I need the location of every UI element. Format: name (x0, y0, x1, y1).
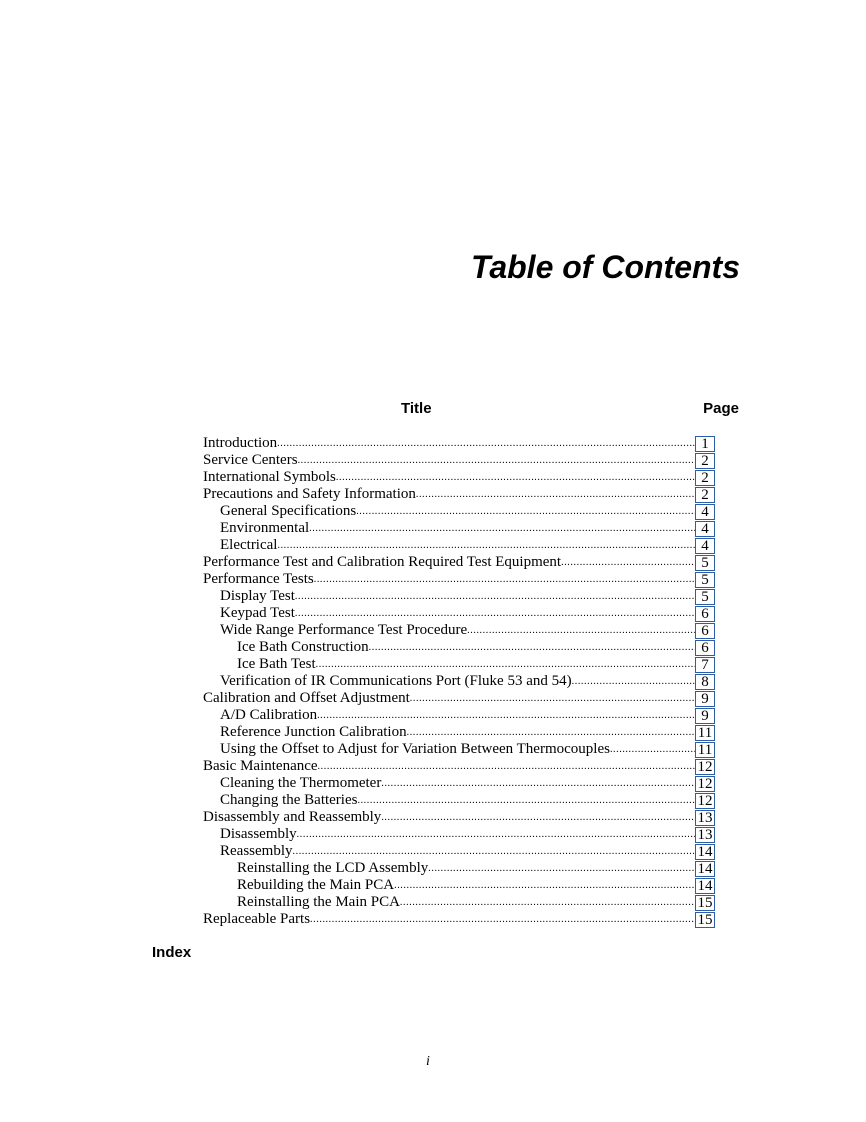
toc-entry (203, 673, 715, 690)
dot-leader (610, 744, 695, 758)
toc-entry-label: Changing the Batteries (220, 792, 358, 808)
toc-page-link[interactable]: 4 (695, 538, 715, 554)
toc-page-link[interactable]: 14 (695, 861, 715, 877)
toc-entry (203, 877, 715, 894)
toc-entry (203, 554, 715, 571)
toc-entry-label: Reassembly (220, 843, 293, 859)
dot-leader (416, 489, 695, 503)
toc-entry-label: Performance Tests (203, 571, 314, 587)
dot-leader (394, 880, 695, 894)
toc-page-link[interactable]: 4 (695, 521, 715, 537)
dot-leader (407, 727, 695, 741)
dot-leader (309, 523, 695, 537)
toc-entry-label: Introduction (203, 435, 278, 451)
toc-entry (203, 826, 715, 843)
toc-entry (203, 758, 715, 775)
toc-page-link[interactable]: 5 (695, 589, 715, 605)
toc-page-link[interactable]: 2 (695, 470, 715, 486)
toc-entry-label: Reference Junction Calibration (220, 724, 407, 740)
toc-entry (203, 860, 715, 877)
dot-leader (369, 642, 695, 656)
toc-entry (203, 843, 715, 860)
toc-entry (203, 656, 715, 673)
toc-entry (203, 503, 715, 520)
toc-page-link[interactable]: 15 (695, 895, 715, 911)
toc-entry (203, 486, 715, 503)
toc-page-link[interactable]: 2 (695, 487, 715, 503)
dot-leader (295, 591, 695, 605)
toc-entry-label: Precautions and Safety Information (203, 486, 416, 502)
toc-entry-label: Disassembly (220, 826, 297, 842)
toc-entry (203, 605, 715, 622)
toc-entry-label: General Specifications (220, 503, 357, 519)
toc-entry (203, 588, 715, 605)
toc-entry (203, 911, 715, 928)
toc-entry-label: Calibration and Offset Adjustment (203, 690, 410, 706)
dot-leader (297, 829, 695, 843)
toc-page-link[interactable]: 13 (695, 827, 715, 843)
page-title: Table of Contents (470, 249, 740, 285)
toc-entry-label: Verification of IR Communications Port (Fluke 53 and 54) (220, 673, 572, 689)
toc-entry (203, 520, 715, 537)
page-number: i (426, 1054, 430, 1069)
toc-page-link[interactable]: 9 (695, 708, 715, 724)
dot-leader (381, 778, 695, 792)
toc-page-link[interactable]: 8 (695, 674, 715, 690)
toc-page-link[interactable]: 15 (695, 912, 715, 928)
dot-leader (277, 438, 695, 452)
toc-entry (203, 894, 715, 911)
toc-entry (203, 724, 715, 741)
toc-page-link[interactable]: 9 (695, 691, 715, 707)
toc-entry-label: Basic Maintenance (203, 758, 318, 774)
dot-leader (293, 846, 696, 860)
toc-page-link[interactable]: 14 (695, 844, 715, 860)
toc-page-link[interactable]: 12 (695, 776, 715, 792)
dot-leader (310, 914, 695, 928)
toc-entry-label: Service Centers (203, 452, 298, 468)
title-column-header: Title (401, 400, 432, 417)
toc-entry (203, 571, 715, 588)
toc-entry (203, 775, 715, 792)
toc-page-link[interactable]: 12 (695, 793, 715, 809)
toc-entry (203, 469, 715, 486)
toc-entry-label: Keypad Test (220, 605, 295, 621)
toc-entry (203, 452, 715, 469)
toc-page-link[interactable]: 13 (695, 810, 715, 826)
dot-leader (381, 812, 695, 826)
toc-entry-label: Replaceable Parts (203, 911, 311, 927)
toc-page-link[interactable]: 11 (695, 725, 715, 741)
toc-page-link[interactable]: 5 (695, 572, 715, 588)
toc-entry (203, 537, 715, 554)
toc-entry (203, 622, 715, 639)
dot-leader (561, 557, 695, 571)
dot-leader (410, 693, 695, 707)
toc-entry-label: Environmental (220, 520, 310, 536)
toc-page-link[interactable]: 5 (695, 555, 715, 571)
toc-list (203, 435, 715, 928)
toc-entry (203, 690, 715, 707)
toc-entry-label: Electrical (220, 537, 278, 553)
toc-entry-label: A/D Calibration (220, 707, 318, 723)
toc-page-link[interactable]: 6 (695, 623, 715, 639)
dot-leader (357, 795, 695, 809)
dot-leader (295, 608, 695, 622)
toc-entry-label: Disassembly and Reassembly (203, 809, 382, 825)
dot-leader (428, 863, 695, 877)
toc-entry-label: International Symbols (203, 469, 336, 485)
dot-leader (316, 659, 695, 673)
toc-entry-label: Rebuilding the Main PCA (237, 877, 395, 893)
page-column-header: Page (703, 400, 739, 417)
dot-leader (318, 761, 695, 775)
dot-leader (277, 540, 695, 554)
toc-page-link[interactable]: 1 (695, 436, 715, 452)
dot-leader (572, 676, 695, 690)
toc-page-link[interactable]: 2 (695, 453, 715, 469)
toc-entry (203, 639, 715, 656)
toc-page-link[interactable]: 4 (695, 504, 715, 520)
dot-leader (467, 625, 695, 639)
dot-leader (336, 472, 695, 486)
toc-page-link[interactable]: 11 (695, 742, 715, 758)
toc-page-link[interactable]: 7 (695, 657, 715, 673)
dot-leader (356, 506, 695, 520)
toc-entry-label: Ice Bath Test (237, 656, 316, 672)
toc-entry-label: Ice Bath Construction (237, 639, 369, 655)
toc-entry (203, 707, 715, 724)
toc-entry (203, 741, 715, 758)
toc-entry (203, 809, 715, 826)
toc-entry (203, 435, 715, 452)
dot-leader (298, 455, 695, 469)
toc-page-link[interactable]: 6 (695, 606, 715, 622)
index-heading: Index (152, 944, 192, 961)
toc-entry-label: Reinstalling the LCD Assembly (237, 860, 429, 876)
toc-entry-label: Cleaning the Thermometer (220, 775, 382, 791)
toc-entry-label: Display Test (220, 588, 295, 604)
dot-leader (400, 897, 695, 911)
dot-leader (317, 710, 695, 724)
toc-entry-label: Using the Offset to Adjust for Variation Between Thermocouples (220, 741, 610, 757)
toc-page-link[interactable]: 12 (695, 759, 715, 775)
toc-entry (203, 792, 715, 809)
toc-page-link[interactable]: 14 (695, 878, 715, 894)
toc-entry-label: Performance Test and Calibration Required Test Equipment (203, 554, 562, 570)
toc-page-link[interactable]: 6 (695, 640, 715, 656)
dot-leader (314, 574, 695, 588)
toc-entry-label: Reinstalling the Main PCA (237, 894, 400, 910)
toc-entry-label: Wide Range Performance Test Procedure (220, 622, 468, 638)
